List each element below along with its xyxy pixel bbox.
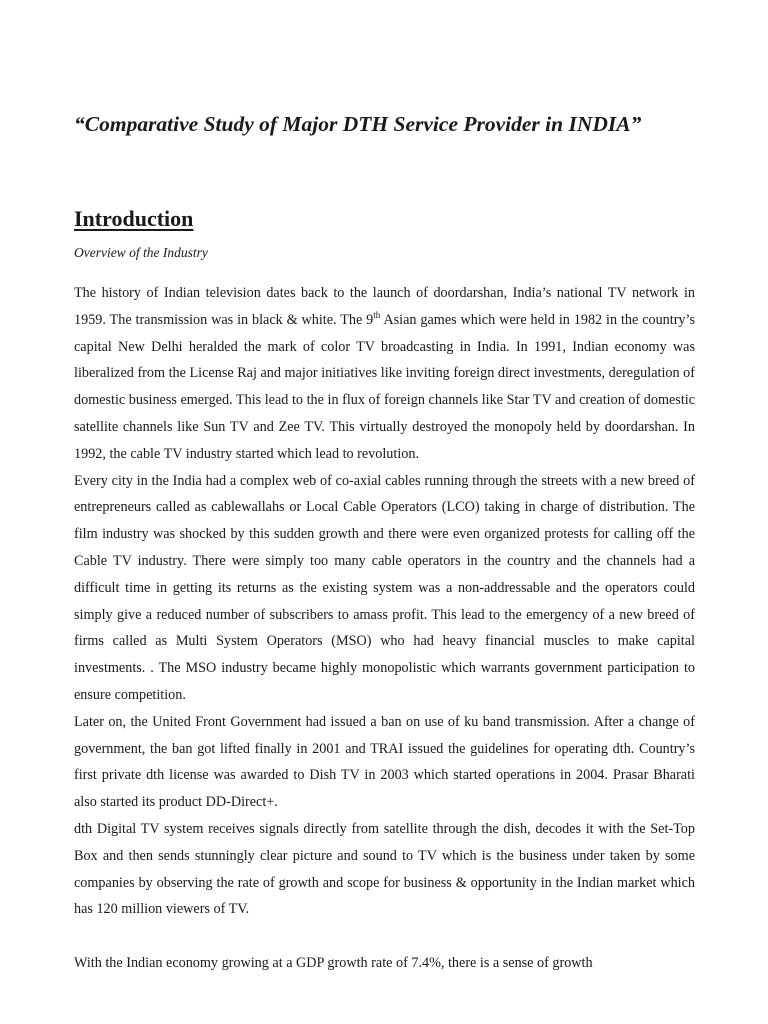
body-text — [74, 280, 695, 977]
paragraph-history-part-1: The history of Indian television dates back to the launch of doordarshan, India’s national TV network in 1959. The transmission was in black & white. The 9 — [74, 285, 695, 328]
paragraph-history — [74, 280, 695, 468]
superscript-th: th — [373, 309, 381, 320]
paragraph-government: Later on, the United Front Government had issued a ban on use of ku band transmission. After a change of government, the ban got lifted finally in 2001 and TRAI issued the guidelines for operating dth. Country’s first private dth license was awarded to Dish TV in 2003 which started operations in 2004. Prasar Bharati also started its product DD-Direct+. — [74, 713, 695, 811]
paragraph-economy: With the Indian economy growing at a GDP growth rate of 7.4%, there is a sense of growth — [74, 954, 593, 971]
paragraph-dth: dth Digital TV system receives signals directly from satellite through the dish, decodes it with the Set-Top Box and then sends stunningly clear picture and sound to TV which is the business under taken by some companies by observing the rate of growth and scope for business & opportunity in the Indian market which has 120 million viewers of TV. — [74, 820, 695, 918]
paragraph-cable: Every city in the India had a complex web of co-axial cables running through the streets with a new breed of entrepreneurs called as cablewallahs or Local Cable Operators (LCO) taking in charge of distribution. The film industry was shocked by this sudden growth and there were even organized protests for calling off the Cable TV industry. There were simply too many cable operators in the country and the channels had a difficult time in getting its returns as the existing system was a non-addressable and the operators could simply give a reduced number of subscribers to amass profit. This lead to the emergency of a new breed of firms called as Multi System Operators (MSO) who had heavy financial muscles to make capital investments. . The MSO industry became highly monopolistic which warrants government participation to ensure competition. — [74, 472, 695, 703]
section-heading: Introduction — [74, 206, 194, 231]
document-title: “Comparative Study of Major DTH Service Provider in INDIA” — [74, 112, 642, 136]
section-subheading: Overview of the Industry — [74, 245, 208, 260]
paragraph-history-part-2: Asian games which were held in 1982 in the country’s capital New Delhi heralded the mark of color TV broadcasting in India. In 1991, Indian economy was liberalized from the License Raj and major initiatives like inviting foreign direct investments, deregulation of domestic business emerged. This lead to the in flux of foreign channels like Star TV and creation of domestic satellite channels like Sun TV and Zee TV. This virtually destroyed the monopoly held by doordarshan. In 1992, the cable TV industry started which lead to revolution. — [74, 311, 695, 462]
